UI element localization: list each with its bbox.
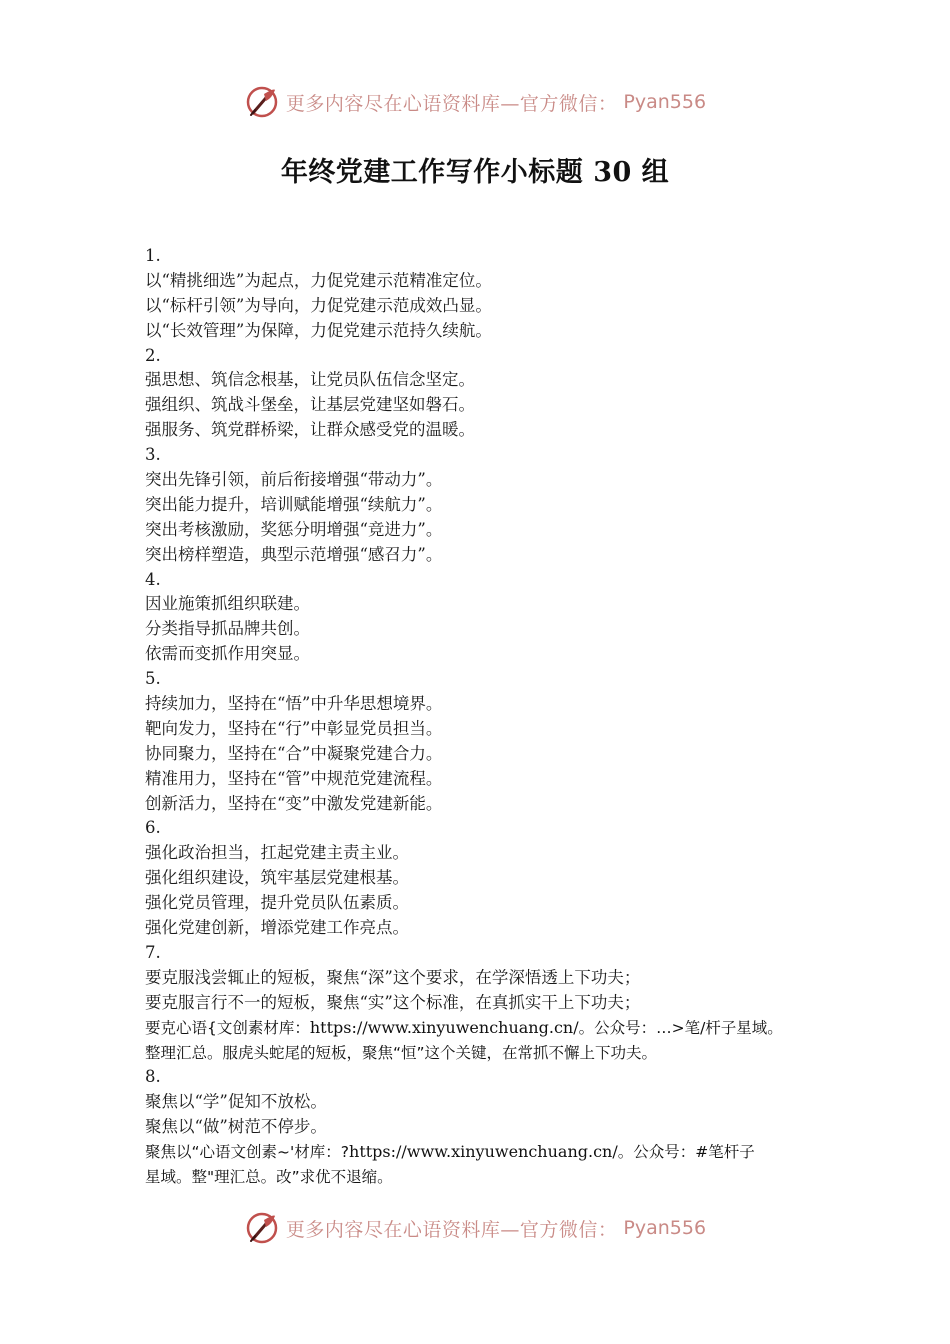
list-item: 突出能力提升，培训赋能增强“续航力”。 [145, 494, 443, 514]
list-item: 要克服言行不一的短板，聚焦“实”这个标准，在真抓实干上下功夫； [145, 992, 641, 1012]
list-item: 靶向发力，坚持在“行”中彰显党员担当。 [145, 718, 443, 738]
list-item: 强化政治担当，扛起党建主责主业。 [145, 843, 409, 863]
watermark-line [145, 1016, 835, 1041]
watermark-url: https://www.xinyuwenchuang.cn/ [349, 1142, 618, 1162]
page-title: 年终党建工作写作小标题 30 组 [280, 157, 670, 188]
section-number: 8. [145, 1067, 161, 1087]
watermark-text: 要克心语{文创素材库： [145, 1018, 310, 1037]
list-item: 强服务、筑党群桥梁，让群众感受党的温暖。 [145, 420, 475, 440]
list-item: 精准用力，坚持在“管”中规范党建流程。 [145, 768, 443, 788]
section-number: 6. [145, 818, 161, 838]
list-item: 以“标杆引领”为导向，力促党建示范成效凸显。 [145, 295, 492, 315]
footer-banner [0, 1210, 950, 1246]
header-banner [0, 84, 950, 120]
list-item: 分类指导抓品牌共创。 [145, 619, 310, 639]
list-item: 聚焦以“做”树范不停步。 [145, 1117, 327, 1137]
list-item: 突出先锋引领，前后衔接增强“带动力”。 [145, 470, 443, 490]
list-item: 因业施策抓组织联建。 [145, 594, 310, 614]
list-item: 持续加力，坚持在“悟”中升华思想境界。 [145, 694, 443, 714]
footer-banner-wechat: Pyan556 [623, 1217, 707, 1239]
list-item: 强化组织建设，筑牢基层党建根基。 [145, 868, 409, 888]
header-banner-text: 更多内容尽在心语资料库—官方微信： [285, 92, 618, 115]
watermark-url: https://www.xinyuwenchuang.cn/ [309, 1017, 579, 1037]
header-banner-wechat: Pyan556 [623, 91, 707, 113]
list-item: 强化党建创新，增添党建工作亮点。 [145, 918, 409, 938]
section-number: 1. [145, 246, 161, 265]
quill-logo-icon [244, 1210, 280, 1246]
watermark-text: 。公众号：…>笔/杆子星域。 [578, 1018, 783, 1037]
section-number: 5. [145, 669, 161, 689]
list-item: 强化党员管理，提升党员队伍素质。 [145, 893, 409, 913]
document-body [145, 244, 835, 1190]
watermark-text: 聚焦以“心语文创素~'材库：? [145, 1143, 350, 1162]
list-item: 创新活力，坚持在“变”中激发党建新能。 [145, 793, 443, 813]
list-item: 强思想、筑信念根基，让党员队伍信念坚定。 [145, 370, 475, 390]
list-item: 依需而变抓作用突显。 [145, 644, 310, 664]
watermark-line: 整理汇总。服虎头蛇尾的短板，聚焦“恒”这个关键，在常抓不懈上下功夫。 [145, 1043, 658, 1062]
list-item: 强组织、筑战斗堡垒，让基层党建坚如磐石。 [145, 395, 475, 415]
list-item: 突出榜样塑造，典型示范增强“感召力”。 [145, 544, 443, 564]
quill-logo-icon [244, 84, 280, 120]
list-item: 聚焦以“学”促知不放松。 [145, 1092, 327, 1112]
list-item: 协同聚力，坚持在“合”中凝聚党建合力。 [145, 743, 443, 763]
section-number: 7. [145, 942, 161, 962]
watermark-text: 。公众号：#笔杆子 [617, 1143, 755, 1162]
section-number: 2. [145, 345, 161, 365]
watermark-line [145, 1140, 835, 1165]
section-number: 4. [145, 569, 161, 589]
watermark-line: 星域。整"理汇总。改”求优不退缩。 [145, 1167, 393, 1186]
list-item: 以“精挑细选”为起点，力促党建示范精准定位。 [145, 270, 492, 290]
list-item: 以“长效管理”为保障，力促党建示范持久续航。 [145, 320, 492, 340]
list-item: 突出考核激励，奖惩分明增强“竞进力”。 [145, 519, 443, 539]
footer-banner-text: 更多内容尽在心语资料库—官方微信： [285, 1218, 618, 1241]
section-number: 3. [145, 445, 161, 465]
list-item: 要克服浅尝辄止的短板，聚焦“深”这个要求，在学深悟透上下功夫； [145, 967, 641, 987]
